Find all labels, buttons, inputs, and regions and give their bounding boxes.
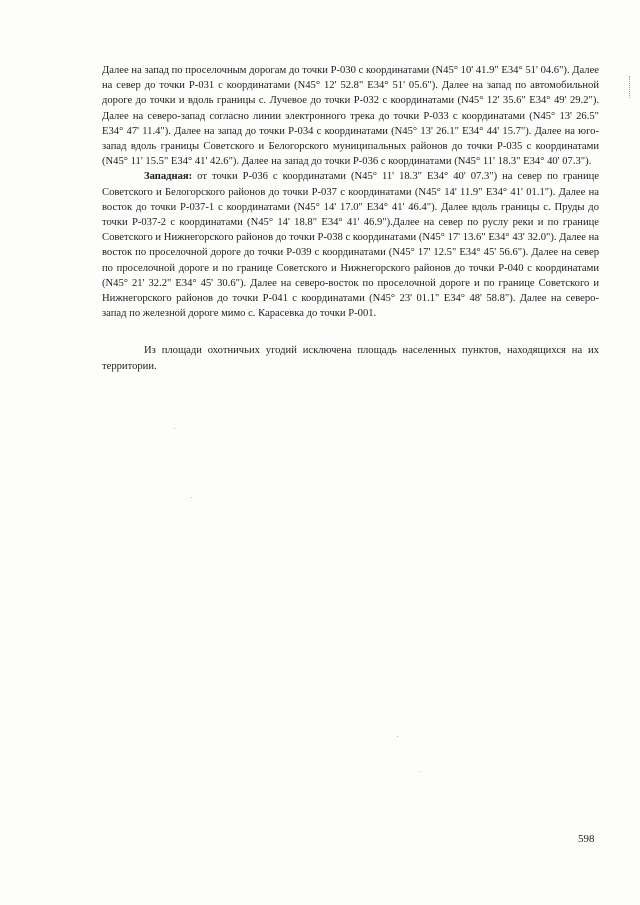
document-body	[102, 63, 599, 374]
scan-speck	[174, 428, 175, 429]
section-label-western: Западная:	[144, 171, 193, 183]
paragraph-western-boundary	[102, 169, 599, 321]
scan-speck	[191, 497, 192, 498]
paragraph-exclusion-note: Из площади охотничьих угодий исключена площадь населенных пунктов, находящихся на их территории.	[102, 345, 599, 372]
scan-edge-marks	[629, 76, 633, 98]
western-boundary-text: от точки Р-036 с координатами (N45° 11' 18.3" E34° 40' 07.3") на север по границе Советского и Белогорского районов до точки Р-037 с координатами (N45° 14' 11.9" E34° 41' 01.1"). Далее на восток до точки Р-037-1 с координатами (N45° 14' 17.0" E34° 41' 46.4"). Далее вдоль границы с. Пруды до точки Р-037-2 с координатами (N45° 14' 18.8" E34° 41' 46.9").Далее на север по руслу реки и по границе Советского и Нижнегорского районов до точки Р-038 с координатами (N45° 17' 13.6" E34° 43' 32.0"). Далее на восток по проселочной дороге до точки Р-039 с координатами (N45° 17' 12.5" E34° 45' 56.6"). Далее на север по проселочной дороге и по границе Советского и Нижнегорского районов до точки Р-040 с координатами (N45° 21' 32.2" E34° 45' 30.6"). Далее на северо-восток по проселочной дороге и по границе Советского и Нижнегорского районов до точки Р-041 с координатами (N45° 23' 01.1" E34° 48' 58.8"). Далее на северо- запад по железной дороге мимо с. Карасевка до точки Р-001.	[102, 171, 599, 320]
scan-speck	[397, 736, 398, 737]
page-number: 598	[578, 833, 595, 845]
scan-speck	[419, 771, 420, 772]
paragraph-route-continuation: Далее на запад по проселочным дорогам до точки Р-030 с координатами (N45° 10' 41.9" E34° 51' 04.6"). Далее на север до точки Р-031 с координатами (N45° 12' 52.8" E34° 51' 05.6"). Далее на запад по автомобильной дороге до точки и вдоль границы с. Лучевое до точки Р-032 с координатами (N45° 12' 35.6" E34° 49' 29.2"). Далее на северо-запад согласно линии электронного трека до точки Р-033 с координатами (N45° 13' 26.5" E34° 47' 11.4"). Далее на запад до точки Р-034 с координатами (N45° 13' 26.1" E34° 44' 15.7"). Далее на юго-запад вдоль границы Советского и Белогорского муниципальных районов до точки Р-035 с координатами (N45° 11' 15.5" E34° 41' 42.6"). Далее на запад до точки Р-036 с координатами (N45° 11' 18.3" E34° 40' 07.3").	[102, 65, 599, 168]
